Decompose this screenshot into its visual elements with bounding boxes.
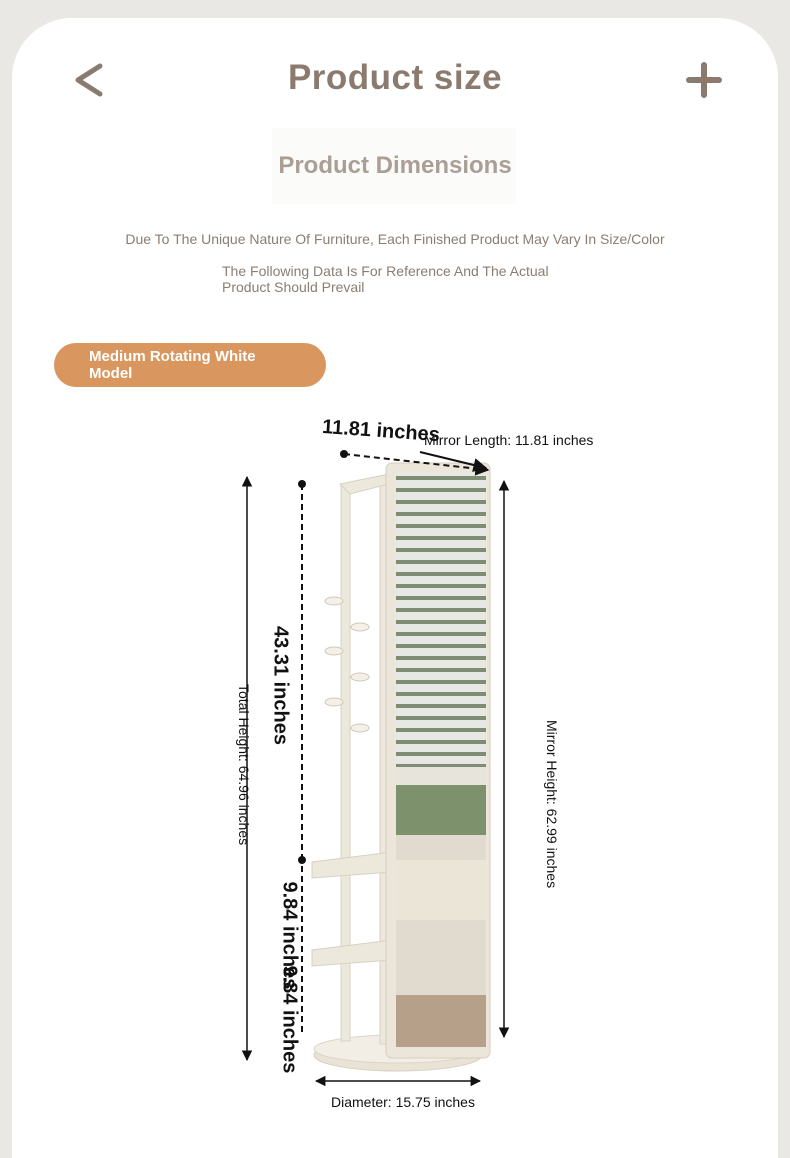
hook-height-label: 43.31 inches: [269, 626, 292, 745]
section-title: Product Dimensions: [278, 152, 512, 179]
variance-notice: Due To The Unique Nature Of Furniture, Each Finished Product May Vary In Size/Color: [125, 231, 665, 247]
reference-note-line-2: Product Should Prevail: [222, 279, 365, 295]
depth-dimension-label: 11.81 inches: [321, 415, 441, 447]
model-variant-line-2: Model: [89, 365, 133, 382]
model-variant-line-1: Medium Rotating White: [89, 348, 256, 365]
mirror-height-label: Mirror Height: 62.99 inches: [544, 720, 560, 889]
total-height-label: Total Height: 64.96 inches: [236, 684, 252, 846]
rotating-mirror: [386, 463, 490, 1058]
page-title: Product size: [287, 58, 503, 97]
diameter-label: Diameter: 15.75 inches: [331, 1094, 475, 1110]
coat-rack-frame: [312, 474, 392, 1044]
shelf-gap-label-2: 9.84 inches: [278, 965, 301, 1074]
mirror-length-label: Mirror Length: 11.81 inches: [424, 432, 594, 448]
reference-note-line-1: The Following Data Is For Reference And The Actual: [222, 263, 549, 279]
shelf-gap-label-1: 9.84 inches: [278, 881, 301, 990]
